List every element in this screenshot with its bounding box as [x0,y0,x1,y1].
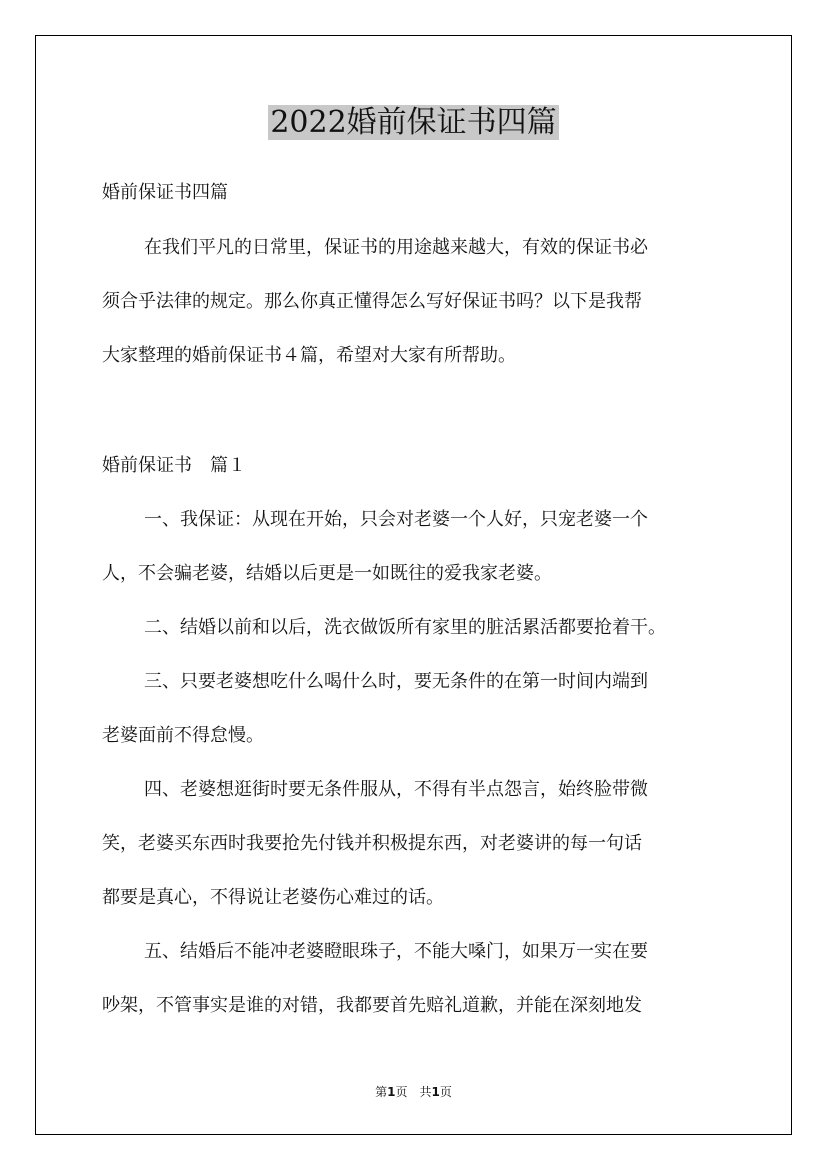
item-line-7: 笑，老婆买东西时我要抢先付钱并积极提东西，对老婆讲的每一句话 [102,833,642,854]
intro-line-1: 在我们平凡的日常里，保证书的用途越来越大，有效的保证书必 [144,237,648,258]
item-line-6: 四、老婆想逛街时要无条件服从，不得有半点怨言，始终脸带微 [144,779,648,800]
intro-heading: 婚前保证书四篇 [102,182,228,203]
item-line-2: 人，不会骗老婆，结婚以后更是一如既往的爱我家老婆。 [102,563,552,584]
page-footer: 第1页 共1页 [375,1085,452,1099]
item-line-8: 都要是真心，不得说让老婆伤心难过的话。 [102,887,444,908]
intro-line-2: 须合乎法律的规定。那么你真正懂得怎么写好保证书吗？以下是我帮 [102,291,642,312]
item-line-3: 二、结婚以前和以后，洗衣做饭所有家里的脏活累活都要抢着干。 [144,617,666,638]
item-line-5: 老婆面前不得怠慢。 [102,725,264,746]
section-heading: 婚前保证书 篇１ [102,455,246,476]
document-title: 2022婚前保证书四篇 [270,105,557,140]
item-line-10: 吵架，不管事实是谁的对错，我都要首先赔礼道歉，并能在深刻地发 [102,995,642,1016]
intro-line-3: 大家整理的婚前保证书４篇，希望对大家有所帮助。 [102,345,516,366]
item-line-4: 三、只要老婆想吃什么喝什么时，要无条件的在第一时间内端到 [144,671,648,692]
item-line-1: 一、我保证：从现在开始，只会对老婆一个人好，只宠老婆一个 [144,509,648,530]
item-line-9: 五、结婚后不能冲老婆瞪眼珠子，不能大嗓门，如果万一实在要 [144,941,648,962]
